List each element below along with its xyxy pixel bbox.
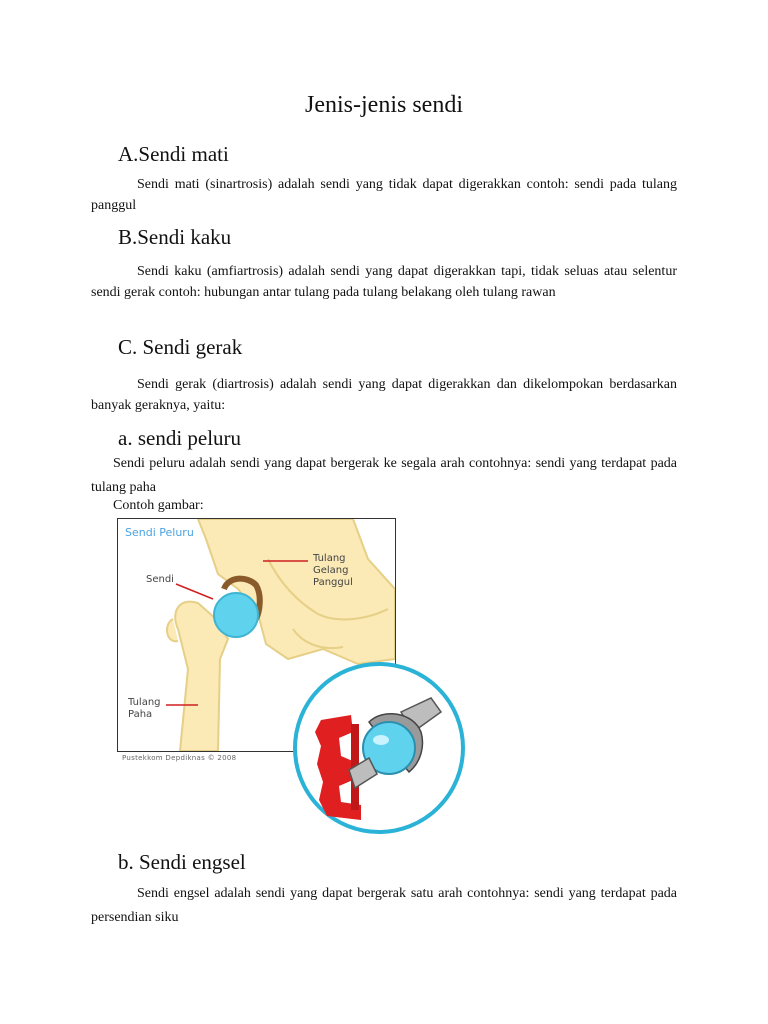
heading-sendi-engsel: b. Sendi engsel (118, 850, 246, 874)
figure-credit: Pustekkom Depdiknas © 2008 (122, 754, 237, 762)
label-tulang-gelang-1: Tulang (313, 553, 346, 564)
label-tulang-paha-2: Paha (128, 709, 153, 720)
heading-sendi-gerak: C. Sendi gerak (118, 335, 243, 359)
label-tulang-paha-1: Tulang (128, 697, 161, 708)
example-label: Contoh gambar: (113, 498, 204, 513)
paragraph-sendi-peluru: Sendi peluru adalah sendi yang dapat bergerak ke segala arah contohnya: sendi yang terdapat pada tulang paha (91, 456, 677, 495)
ball-joint-inset (291, 660, 467, 836)
paragraph-sendi-engsel: Sendi engsel adalah sendi yang dapat bergerak satu arah contohnya: sendi yang terdapat pada persendian siku (91, 886, 677, 925)
ball-highlight (373, 735, 389, 745)
heading-sendi-kaku: B.Sendi kaku (118, 225, 232, 249)
page-title: Jenis-jenis sendi (305, 92, 463, 118)
figure-title: Sendi Peluru (125, 526, 194, 539)
pointer-sendi (176, 584, 213, 599)
paragraph-sendi-kaku: Sendi kaku (amfiartrosis) adalah sendi yang dapat digerakkan tapi, tidak seluas atau selentur sendi gerak contoh: hubungan antar tulang pada tulang belakang oleh tulang rawan (91, 264, 677, 300)
femur-head-joint (214, 593, 258, 637)
label-sendi: Sendi (146, 574, 174, 585)
heading-sendi-peluru: a. sendi peluru (118, 426, 242, 450)
heading-sendi-mati: A.Sendi mati (118, 142, 229, 166)
label-tulang-gelang-3: Panggul (313, 577, 353, 588)
paragraph-sendi-mati: Sendi mati (sinartrosis) adalah sendi yang tidak dapat digerakkan contoh: sendi pada tulang panggul (91, 177, 677, 213)
label-tulang-gelang-2: Gelang (313, 565, 349, 576)
paragraph-sendi-gerak: Sendi gerak (diartrosis) adalah sendi yang dapat digerakkan dan dikelompokan berdasarkan banyak geraknya, yaitu: (91, 377, 677, 413)
